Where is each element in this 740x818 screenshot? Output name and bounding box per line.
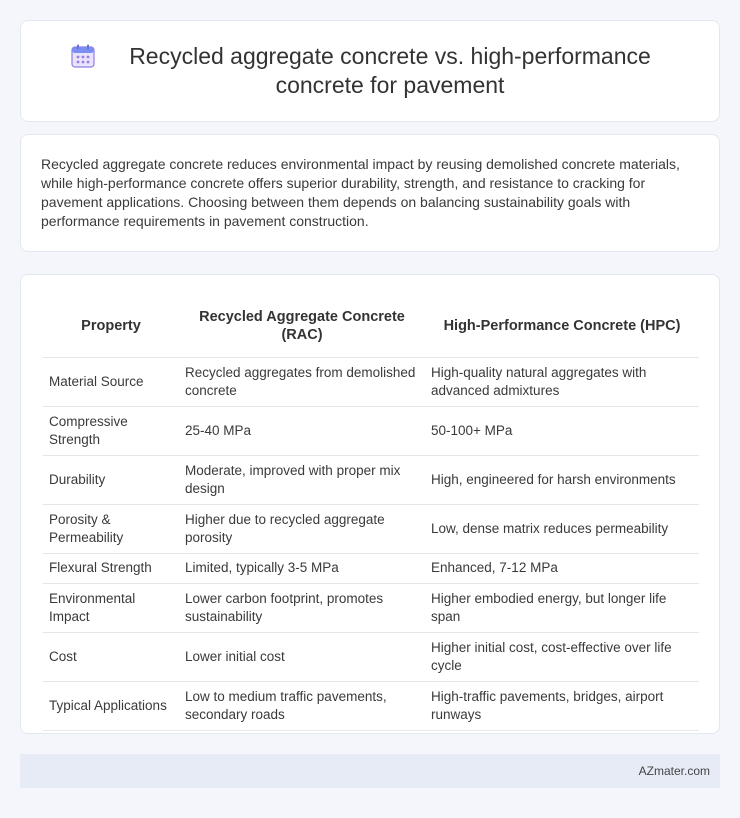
hpc-cell: Low, dense matrix reduces permeability: [425, 504, 699, 553]
property-cell: Environmental Impact: [43, 583, 179, 632]
hpc-cell: Higher embodied energy, but longer life span: [425, 583, 699, 632]
table-row: [43, 583, 699, 632]
header-hpc: High-Performance Concrete (HPC): [425, 295, 699, 357]
comparison-table: [43, 295, 699, 731]
rac-cell: Moderate, improved with proper mix design: [179, 455, 425, 504]
footer: [20, 754, 720, 788]
table-row: [43, 455, 699, 504]
title-card: [20, 20, 720, 122]
rac-cell: Lower carbon footprint, promotes sustainability: [179, 583, 425, 632]
hpc-cell: Enhanced, 7-12 MPa: [425, 553, 699, 583]
table-row: [43, 681, 699, 730]
property-cell: Flexural Strength: [43, 553, 179, 583]
property-cell: Compressive Strength: [43, 406, 179, 455]
page-title: Recycled aggregate concrete vs. high-performance concrete for pavement: [129, 43, 651, 98]
footer-brand-link[interactable]: AZmater.com: [638, 764, 710, 778]
header-property: Property: [43, 295, 179, 357]
property-cell: Material Source: [43, 357, 179, 406]
intro-text: Recycled aggregate concrete reduces environmental impact by reusing demolished concrete materials, while high-performance concrete offers superior durability, strength, and resistance to cracking for pavement applications. Choosing between them depends on balancing sustainability goals with performance requirements in pavement construction.: [41, 156, 680, 229]
hpc-cell: Higher initial cost, cost-effective over life cycle: [425, 632, 699, 681]
hpc-cell: High, engineered for harsh environments: [425, 455, 699, 504]
rac-cell: Limited, typically 3-5 MPa: [179, 553, 425, 583]
table-row: [43, 553, 699, 583]
header-rac: Recycled Aggregate Concrete (RAC): [179, 295, 425, 357]
table-row: [43, 406, 699, 455]
rac-cell: Lower initial cost: [179, 632, 425, 681]
property-cell: Typical Applications: [43, 681, 179, 730]
table-row: [43, 357, 699, 406]
calendar-icon: [70, 43, 96, 69]
intro-card: [20, 134, 720, 252]
table-header-row: [43, 295, 699, 357]
hpc-cell: 50-100+ MPa: [425, 406, 699, 455]
property-cell: Porosity & Permeability: [43, 504, 179, 553]
table-row: [43, 632, 699, 681]
hpc-cell: High-quality natural aggregates with advanced admixtures: [425, 357, 699, 406]
rac-cell: Recycled aggregates from demolished concrete: [179, 357, 425, 406]
property-cell: Durability: [43, 455, 179, 504]
hpc-cell: High-traffic pavements, bridges, airport runways: [425, 681, 699, 730]
comparison-card: [20, 274, 720, 734]
title-wrap: [30, 42, 710, 100]
rac-cell: Higher due to recycled aggregate porosity: [179, 504, 425, 553]
property-cell: Cost: [43, 632, 179, 681]
table-row: [43, 504, 699, 553]
rac-cell: 25-40 MPa: [179, 406, 425, 455]
rac-cell: Low to medium traffic pavements, secondary roads: [179, 681, 425, 730]
